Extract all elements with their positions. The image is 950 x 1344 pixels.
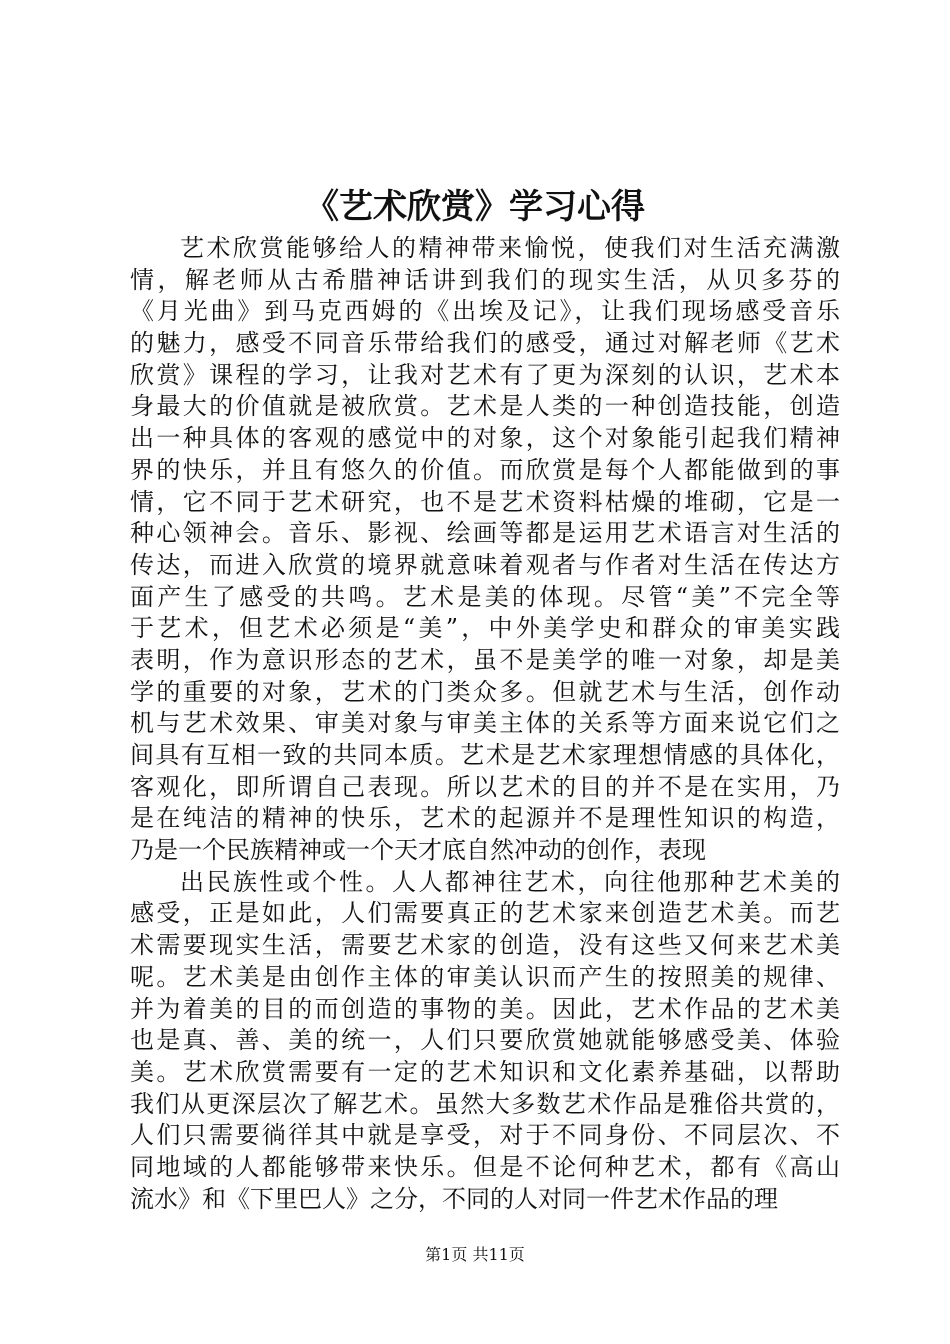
text-line: 人们只需要徜徉其中就是享受，对于不同身份、不同层次、不 <box>130 1121 840 1150</box>
text-line: 呢。艺术美是由创作主体的审美认识而产生的按照美的规律、 <box>130 962 840 991</box>
paragraph <box>130 867 840 1216</box>
text-line: 于艺术，但艺术必须是“美”，中外美学史和群众的审美实践 <box>130 614 840 643</box>
text-line: 出民族性或个性。人人都神往艺术，向往他那种艺术美的 <box>180 867 840 896</box>
text-line: 流水》和《下里巴人》之分，不同的人对同一件艺术作品的理 <box>130 1184 778 1213</box>
page-footer: 第1页 共11页 <box>425 1245 525 1264</box>
text-line: 并为着美的目的而创造的事物的美。因此，艺术作品的艺术美 <box>130 994 840 1023</box>
text-line: 术需要现实生活，需要艺术家的创造，没有这些又何来艺术美 <box>130 931 840 960</box>
text-line: 美。艺术欣赏需要有一定的艺术知识和文化素养基础，以帮助 <box>130 1057 840 1086</box>
text-line: 界的快乐，并且有悠久的价值。而欣赏是每个人都能做到的事 <box>130 455 840 484</box>
text-line: 表明，作为意识形态的艺术，虽不是美学的唯一对象，却是美 <box>130 645 840 674</box>
text-line: 情，它不同于艺术研究，也不是艺术资料枯燥的堆砌，它是一 <box>130 487 840 516</box>
text-line: 间具有互相一致的共同本质。艺术是艺术家理想情感的具体化， <box>130 741 840 769</box>
text-line: 身最大的价值就是被欣赏。艺术是人类的一种创造技能，创造 <box>130 392 840 421</box>
text-line: 欣赏》课程的学习，让我对艺术有了更为深刻的认识，艺术本 <box>130 360 840 389</box>
text-line: 的魅力，感受不同音乐带给我们的感受，通过对解老师《艺术 <box>130 329 840 358</box>
text-line: 面产生了感受的共鸣。艺术是美的体现。尽管“美”不完全等 <box>130 582 840 611</box>
text-line: 出一种具体的客观的感觉中的对象，这个对象能引起我们精神 <box>130 424 840 453</box>
text-line: 同地域的人都能够带来快乐。但是不论何种艺术，都有《高山 <box>130 1152 840 1181</box>
text-line: 我们从更深层次了解艺术。虽然大多数艺术作品是雅俗共赏的， <box>130 1089 840 1118</box>
document-body <box>130 233 840 1215</box>
text-line: 种心领神会。音乐、影视、绘画等都是运用艺术语言对生活的 <box>130 519 840 548</box>
text-line: 艺术欣赏能够给人的精神带来愉悦，使我们对生活充满激 <box>180 234 840 262</box>
text-line: 机与艺术效果、审美对象与审美主体的关系等方面来说它们之 <box>130 709 840 738</box>
paragraph <box>130 233 840 867</box>
text-line: 也是真、善、美的统一，人们只要欣赏她就能够感受美、体验 <box>130 1026 840 1055</box>
document-title: 《艺术欣赏》学习心得 <box>305 187 645 227</box>
text-line: 学的重要的对象，艺术的门类众多。但就艺术与生活，创作动 <box>130 677 840 706</box>
text-line: 感受，正是如此，人们需要真正的艺术家来创造艺术美。而艺 <box>130 899 840 928</box>
text-line: 传达，而进入欣赏的境界就意味着观者与作者对生活在传达方 <box>130 550 840 579</box>
text-line: 乃是一个民族精神或一个天才底自然冲动的创作，表现 <box>130 836 706 865</box>
text-line: 是在纯洁的精神的快乐，艺术的起源并不是理性知识的构造， <box>130 804 840 833</box>
text-line: 客观化，即所谓自己表现。所以艺术的目的并不是在实用，乃 <box>130 772 840 801</box>
text-line: 情，解老师从古希腊神话讲到我们的现实生活，从贝多芬的 <box>130 265 840 294</box>
text-line: 《月光曲》到马克西姆的《出埃及记》，让我们现场感受音乐 <box>130 297 840 326</box>
